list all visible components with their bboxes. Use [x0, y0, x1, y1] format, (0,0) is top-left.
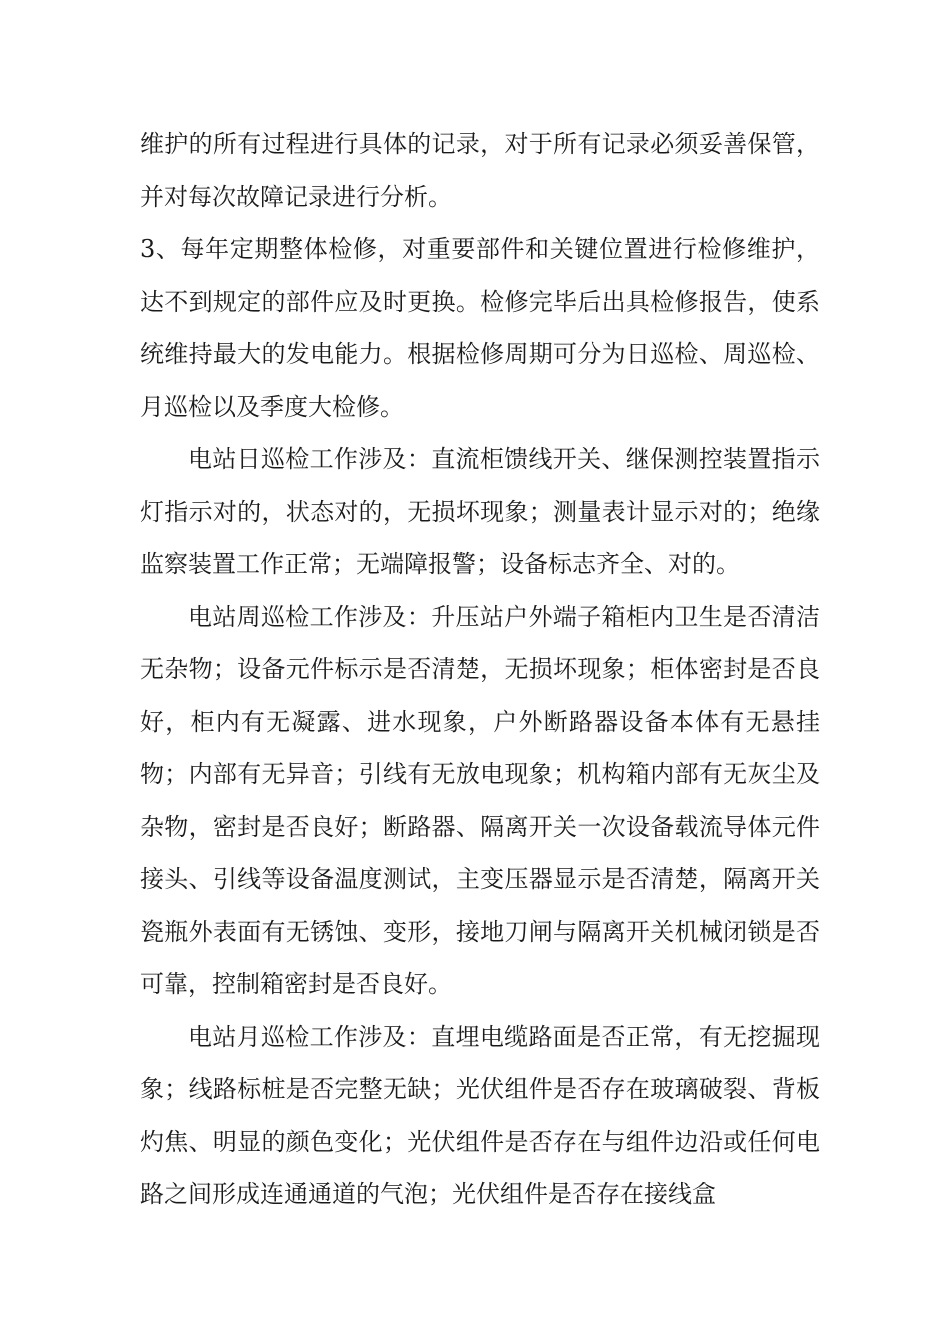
paragraph-weekly-inspection: 电站周巡检工作涉及：升压站户外端子箱柜内卫生是否清洁无杂物；设备元件标示是否清楚，无损坏现象；柜体密封是否良好，柜内有无凝露、进水现象，户外断路器设备本体有无悬挂物；内部有无异音；引线有无放电现象；机构箱内部有无灰尘及杂物，密封是否良好；断路器、隔离开关一次设备载流导体元件接头、引线等设备温度测试，主变压器显示是否清楚，隔离开关瓷瓶外表面有无锈蚀、变形，接地刀闸与隔离开关机械闭锁是否可靠，控制箱密封是否良好。 — [140, 602, 820, 998]
paragraph-daily-inspection: 电站日巡检工作涉及：直流柜馈线开关、继保测控装置指示灯指示对的，状态对的，无损坏现象；测量表计显示对的；绝缘监察装置工作正常；无端障报警；设备标志齐全、对的。 — [140, 445, 820, 578]
paragraph-annual-overhaul: 3、每年定期整体检修，对重要部件和关键位置进行检修维护，达不到规定的部件应及时更换。检修完毕后出具检修报告，使系统维持最大的发电能力。根据检修周期可分为日巡检、周巡检、月巡检以及季度大检修。 — [140, 235, 820, 421]
document-body — [140, 118, 820, 1221]
paragraph-monthly-inspection: 电站月巡检工作涉及：直埋电缆路面是否正常，有无挖掘现象；线路标桩是否完整无缺；光伏组件是否存在玻璃破裂、背板灼焦、明显的颜色变化；光伏组件是否存在与组件边沿或任何电路之间形成连通通道的气泡；光伏组件是否存在接线盒 — [140, 1022, 820, 1208]
paragraph-record-keeping: 维护的所有过程进行具体的记录，对于所有记录必须妥善保管，并对每次故障记录进行分析。 — [140, 130, 820, 211]
